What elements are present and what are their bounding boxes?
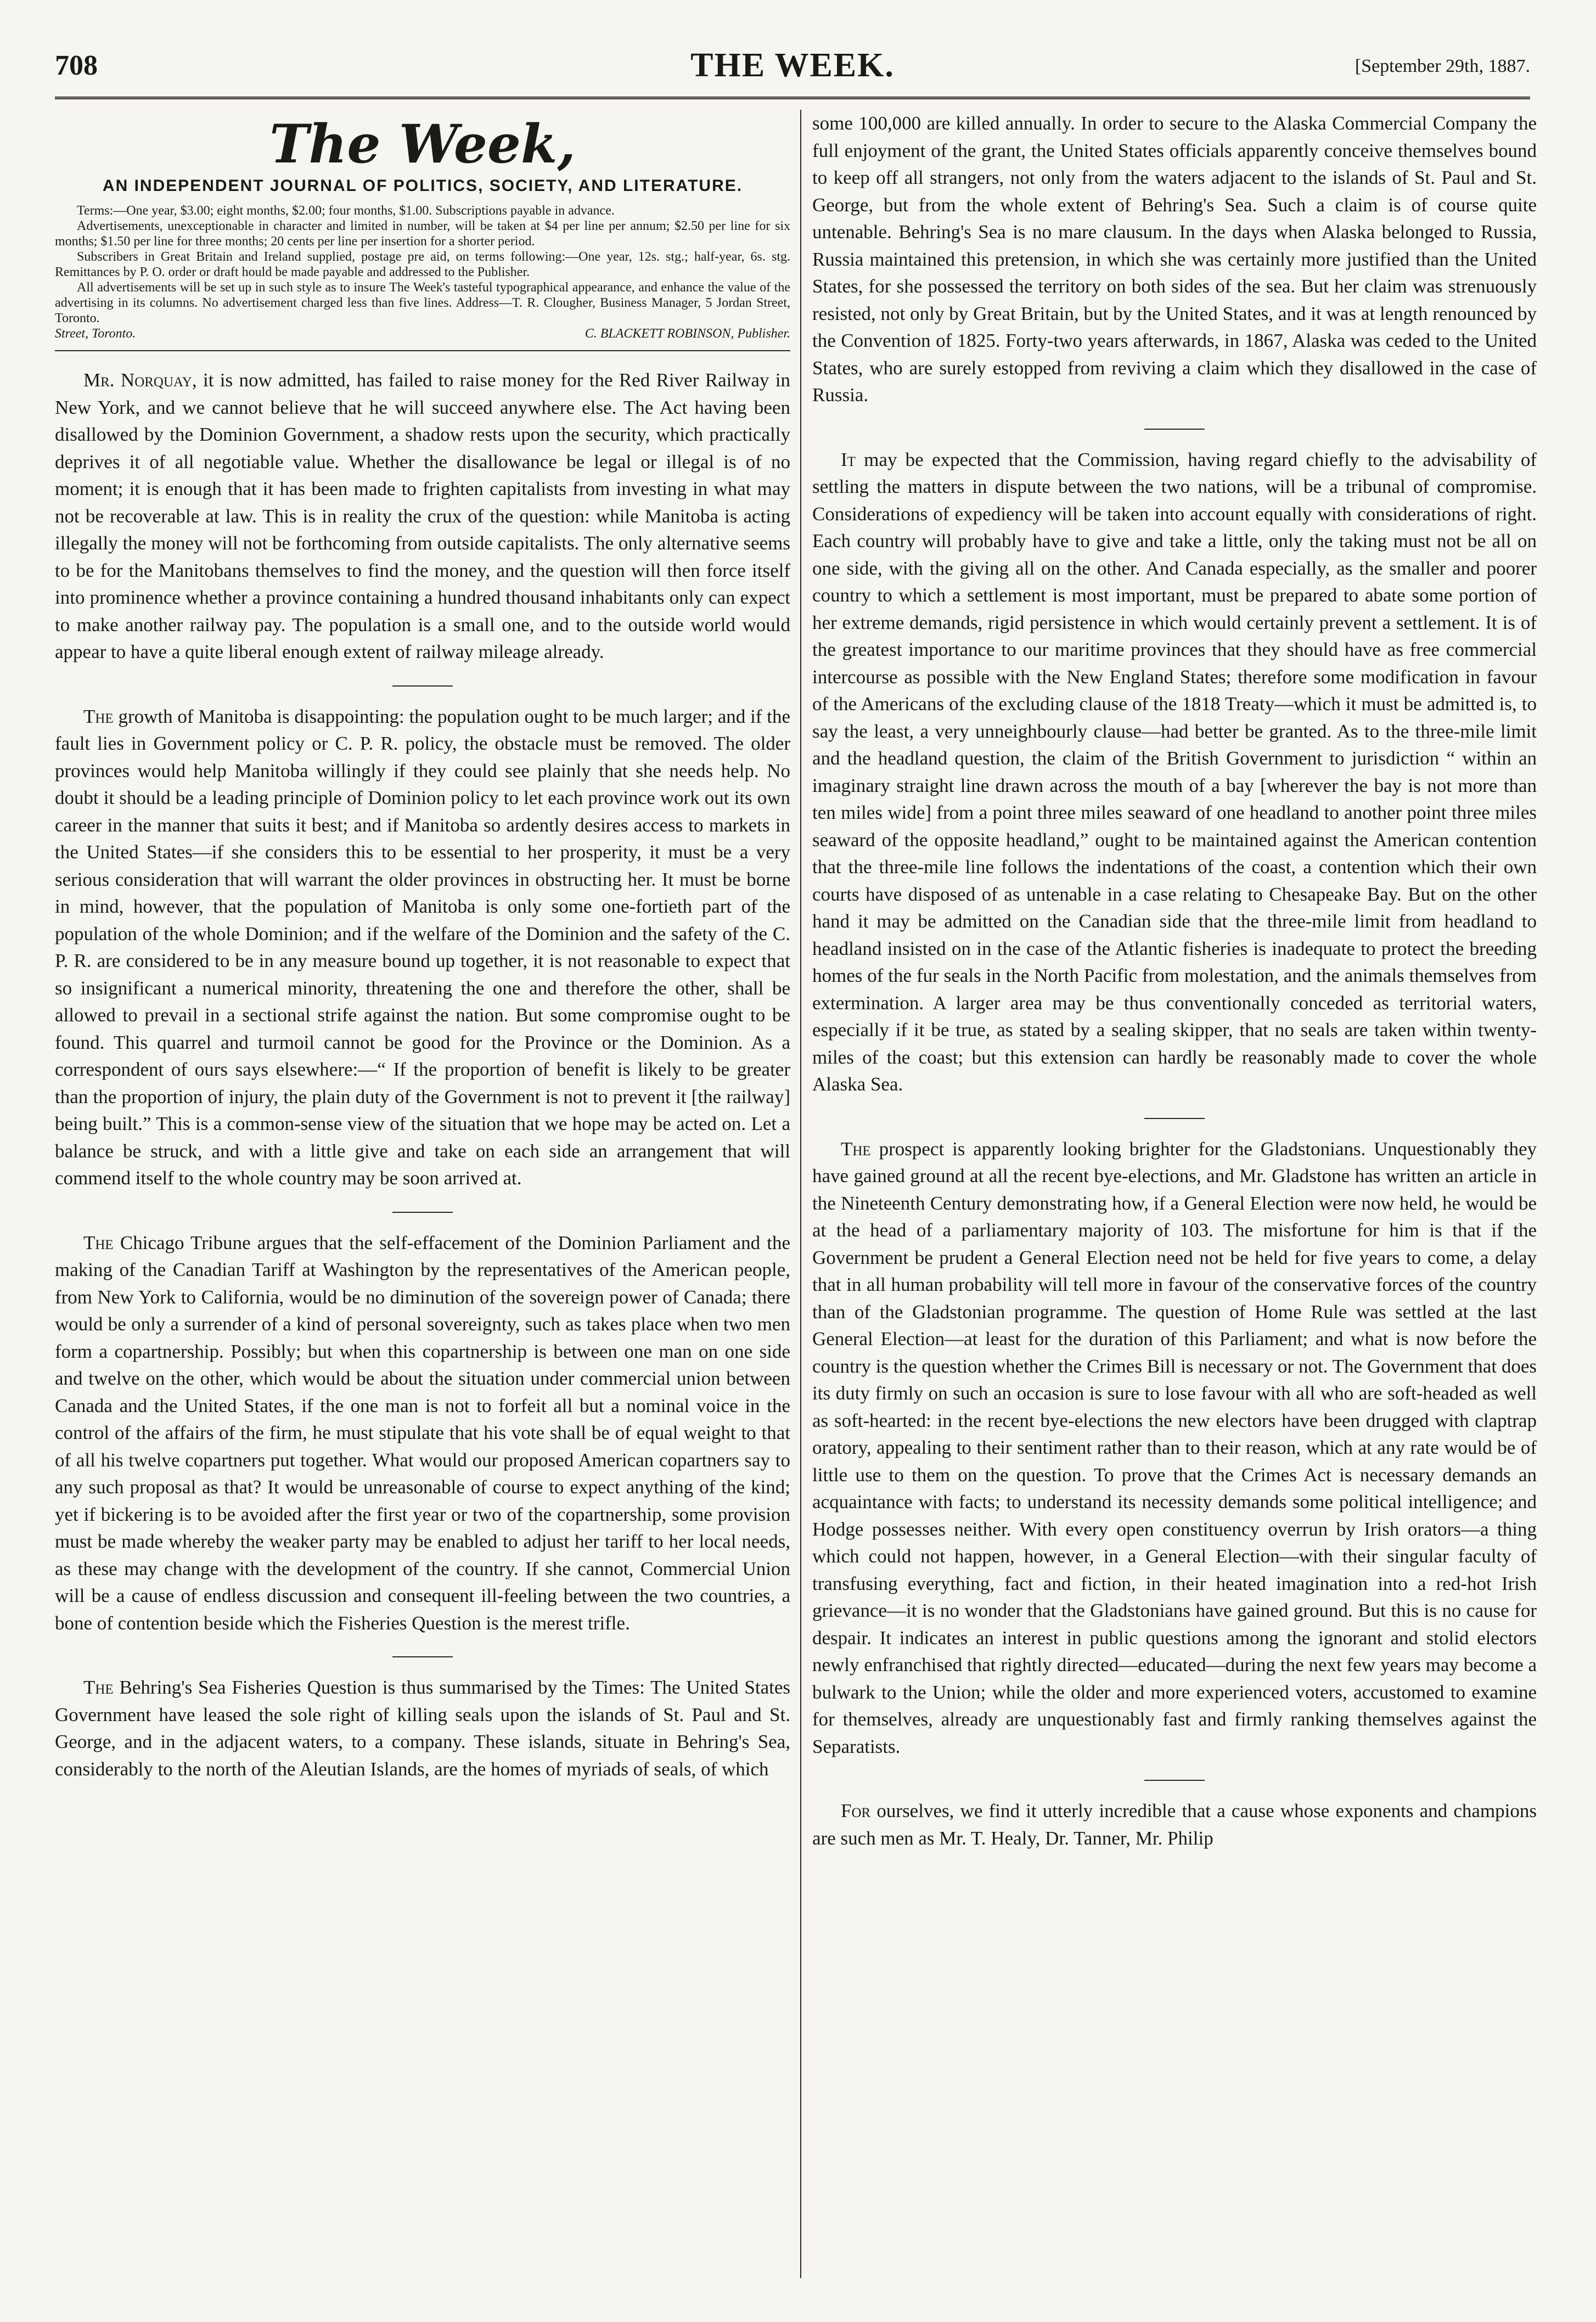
terms-line: Advertisements, unexceptionable in character and limited in number, will be taken at $4 per line per annum; $2.50 per line for six months; $1.50 per line for three months; 20 cents per line per insertion for a shorter period.: [55, 219, 790, 249]
article-behring: [55, 1674, 790, 1783]
column-divider: [800, 110, 801, 2278]
publisher-name: C. BLACKETT ROBINSON, Publisher.: [585, 327, 790, 341]
masthead-title: The Week,: [269, 113, 576, 175]
article-text: Chicago Tribune argues that the self-effacement of the Dominion Parliament and the making of the Canadian Tariff at Washington by the representatives of the American people, from New York to California, would be no diminution of the sovereign power of Canada; there would be only a surrender of a kind of personal sovereignty, such as takes place when two men form a copartnership. Possibly; but when this copartnership is between one man on one side and twelve on the other, which would be about the situation under commercial union between Canada and the United States, if the one man is not to forfeit all but a nominal voice in the control of the affairs of the firm, he must stipulate that his vote shall be of equal weight to that of all his twelve copartners put together. What would our proposed American copartners say to any such proposal as that? It would be unreasonable of course to expect anything of the kind; yet if bickering is to be avoided after the first year or two of the copartnership, some provision must be made whereby the weaker party may be enabled to adjust her tariff to her local needs, as these may change with the development of the country. If she cannot, Commercial Union will be a cause of endless discussion and consequent ill-feeling between the two countries, a bone of contention beside which the Fisheries Question is the merest trifle.: [55, 1232, 790, 1634]
article-lead: It: [841, 448, 856, 470]
article-lead: The: [83, 705, 114, 727]
article-lead: For: [841, 1800, 871, 1821]
header-rule: [55, 97, 1530, 99]
article-gladstonians: [812, 1135, 1537, 1761]
terms-line: Subscribers in Great Britain and Ireland supplied, postage pre aid, on terms following:—One year, 12s. stg.; half-year, 6s. stg. Remittances by P. O. order or draft hould be made payable and addressed to the Publisher.: [55, 250, 790, 279]
left-column: [55, 110, 790, 2289]
article-separator: [1144, 1118, 1205, 1119]
terms-line: All advertisements will be set up in such style as to insure The Week's tasteful typographical appearance, and enhance the value of the advertising in its columns. No advertisement charged less than five lines. Address—T. R. Clougher, Business Manager, 5 Jordan Street, Toronto.: [55, 280, 790, 325]
article-separator: [392, 1656, 453, 1657]
article-norquay: [55, 367, 790, 666]
article-separator: [1144, 1780, 1205, 1781]
article-separator: [392, 1212, 453, 1213]
article-text: may be expected that the Commission, having regard chiefly to the advisability of settling the matters in dispute between the two nations, will be a tribunal of compromise. Considerations of expediency will be taken into account equally with considerations of right. Each country will probably have to give and take a little, only the taking must not be all on one side, with the giving all on the other. And Canada especially, as the smaller and poorer country to which a settlement is most important, must be prepared to abate some portion of her extreme demands, rigid persistence in which would certainly prevent a settlement. It is of the greatest importance to our maritime provinces that they should have as free commercial intercourse as possible with the New England States; therefore some modification in favour of the Americans of the excluding clause of the 1818 Treaty—which it must be admitted is, to say the least, a very unneighbourly clause—had better be granted. As to the three-mile limit and the headland question, the claim of the British Government to jurisdiction “ within an imaginary straight line drawn across the mouth of a bay [wherever the bay is not more than ten miles wide] from a point three miles seaward of one headland to another point three miles seaward of the opposite headland,” ought to be maintained against the American contention that the three-mile line follows the indentations of the coast, a contention which their own courts have disposed of as untenable in a case relating to Chesapeake Bay. But on the other hand it may be admitted on the Canadian side that the three-mile limit from headland to headland insisted on in the case of the Atlantic fisheries is inadequate to protect the breeding homes of the fur seals in the North Pacific from molestation, and the animals themselves from extermination. A larger area may be thus conventionally conceded as territorial waters, especially if it be true, as stated by a sealing skipper, that no seals are taken within twenty-miles of the coast; but this extension can hardly be reasonably made to cover the whole Alaska Sea.: [812, 448, 1537, 1095]
article-manitoba: [55, 703, 790, 1192]
issue-date: [September 29th, 1887.: [1355, 56, 1530, 76]
article-text: ourselves, we find it utterly incredible that a cause whose exponents and champions are such men as Mr. T. Healy, Dr. Tanner, Mr. Philip: [812, 1800, 1537, 1849]
subscription-terms: [55, 203, 790, 341]
page-number: 708: [55, 50, 98, 81]
article-lead: Mr. Norquay,: [83, 369, 197, 391]
article-text: prospect is apparently looking brighter for the Gladstonians. Unquestionably they have gained ground at all the recent bye-elections, and Mr. Gladstone has written an article in the Nineteenth Century demonstrating how, if a General Election were now held, he would be at the head of a parliamentary majority of 103. The misfortune for him is that if the Government be prudent a General Election need not be held for five years to come, a delay that in all human probability will tell more in favour of the conservative forces of the country than of the Gladstonian programme. The question of Home Rule was settled at the last General Election—at least for the duration of this Parliament; and what is now before the country is the question whether the Crimes Bill is necessary or not. The Government that does its duty firmly on such an occasion is sure to lose favour with all who are soft-headed as well as soft-hearted: in the recent bye-elections the new electors have been drugged with claptrap oratory, appealing to their sentiment rather than to their reason, which at any rate would be of little use to them on the question. To prove that the Crimes Act is necessary demands an acquaintance with facts; to understand its necessity demands some political intelligence; and Hodge possesses neither. With every open constituency overrun by Irish orators—a thing which could not happen, however, in a General Election—with their singular faculty of transfusing everything, fact and fiction, in their heated imagination into a red-hot Irish grievance—it is no wonder that the Gladstonians have gained ground. But this is no cause for despair. It indicates an interest in public questions among the ignorant and stolid electors newly enfranchised that rightly directed—educated—during the next few years may become a bulwark to the Union; while the older and more experienced voters, accustomed to examine for themselves, already are unquestionably fast and firmly ranking themselves against the Separatists.: [812, 1138, 1537, 1757]
publisher-line: [55, 326, 790, 341]
right-column: [812, 110, 1537, 2289]
page-header: [55, 33, 1530, 93]
publisher-address: Street, Toronto.: [55, 327, 136, 341]
article-text: growth of Manitoba is disappointing: the population ought to be much larger; and if the fault lies in Government policy or C. P. R. policy, the obstacle must be removed. The older provinces would help Manitoba willingly if they could see plainly that she needs help. No doubt it should be a leading principle of Dominion policy to let each province work out its own career in the manner that suits it best; and if Manitoba so ardently desires access to markets in the United States—if she considers this to be essential to her prosperity, it must be a very serious consideration that will warrant the older provinces in obstructing her. It must be borne in mind, however, that the population of Manitoba is only some one-fortieth part of the population of the whole Dominion; and if the welfare of the Dominion and the safety of the C. P. R. are considered to be in any measure bound up together, it is not reasonable to expect that so insignificant a numerical minority, threatening the one and therefore the other, shall be allowed to prevail in a sectional strife against the nation. But some compromise ought to be found. This quarrel and turmoil cannot be good for the Province or the Dominion. As a correspondent of ours says elsewhere:—“ If the proportion of benefit is likely to be greater than the proportion of injury, the plain duty of the Government is not to prevent it [the railway] being built.” This is a common-sense view of the situation that we hope may be acted on. Let a balance be struck, and with a little give and take on each side an arrangement that will commend itself to the whole country may be soon arrived at.: [55, 705, 790, 1189]
article-separator: [1144, 429, 1205, 430]
terms-line: Terms:—One year, $3.00; eight months, $2.00; four months, $1.00. Subscriptions payable in advance.: [77, 204, 615, 218]
running-title: THE WEEK.: [690, 47, 895, 84]
article-text: Behring's Sea Fisheries Question is thus summarised by the Times: The United States Government have leased the sole right of killing seals upon the islands of St. Paul and St. George, and in the adjacent waters, to a company. These islands, situate in Behring's Sea, considerably to the north of the Aleutian Islands, are the homes of myriads of seals, of which: [55, 1677, 790, 1780]
article-lead: The: [83, 1677, 114, 1698]
article-ourselves: [812, 1797, 1537, 1852]
masthead: [55, 114, 790, 195]
article-lead: The: [841, 1138, 871, 1160]
masthead-rule: [55, 350, 790, 351]
article-commission: [812, 446, 1537, 1098]
article-behring-continued: [812, 110, 1537, 409]
masthead-subtitle: AN INDEPENDENT JOURNAL OF POLITICS, SOCIETY, AND LITERATURE.: [102, 177, 743, 195]
article-text: some 100,000 are killed annually. In order to secure to the Alaska Commercial Company the full enjoyment of the grant, the United States officials apparently conceive themselves bound to keep off all strangers, not only from the waters adjacent to the islands of St. Paul and St. George, but from the whole extent of Behring's Sea. Such a claim is of course quite untenable. Behring's Sea is no mare clausum. In the days when Alaska belonged to Russia, Russia maintained this pretension, in which she was certainly more justified than the United States, for she possessed the territory on both sides of the sea. But her claim was strenuously resisted, not only by Great Britain, but by the United States, and it was at length renounced by the Convention of 1825. Forty-two years afterwards, in 1867, Alaska was ceded to the United States, who are surely estopped from reviving a claim which they disallowed in the case of Russia.: [812, 113, 1537, 406]
article-separator: [392, 685, 453, 687]
article-text: it is now admitted, has failed to raise money for the Red River Railway in New York, and we cannot believe that he will succeed anywhere else. The Act having been disallowed by the Dominion Government, a shadow rests upon the security, which practically deprives it of all negotiable value. Whether the disallowance be legal or illegal is of no moment; it is enough that it has been made to frighten capitalists from investing in what may not be recoverable at law. This is in reality the crux of the question: while Manitoba is acting illegally the money will not be forthcoming from outside capitalists. The only alternative seems to be for the Manitobans themselves to find the money, and the question will then force itself into prominence whether a province containing a hundred thousand inhabitants only can expect to make another railway pay. The population is a small one, and to the outside world would appear to have a quite liberal enough extent of railway mileage already.: [55, 369, 790, 662]
article-lead: The: [83, 1232, 114, 1253]
article-tribune: [55, 1229, 790, 1637]
